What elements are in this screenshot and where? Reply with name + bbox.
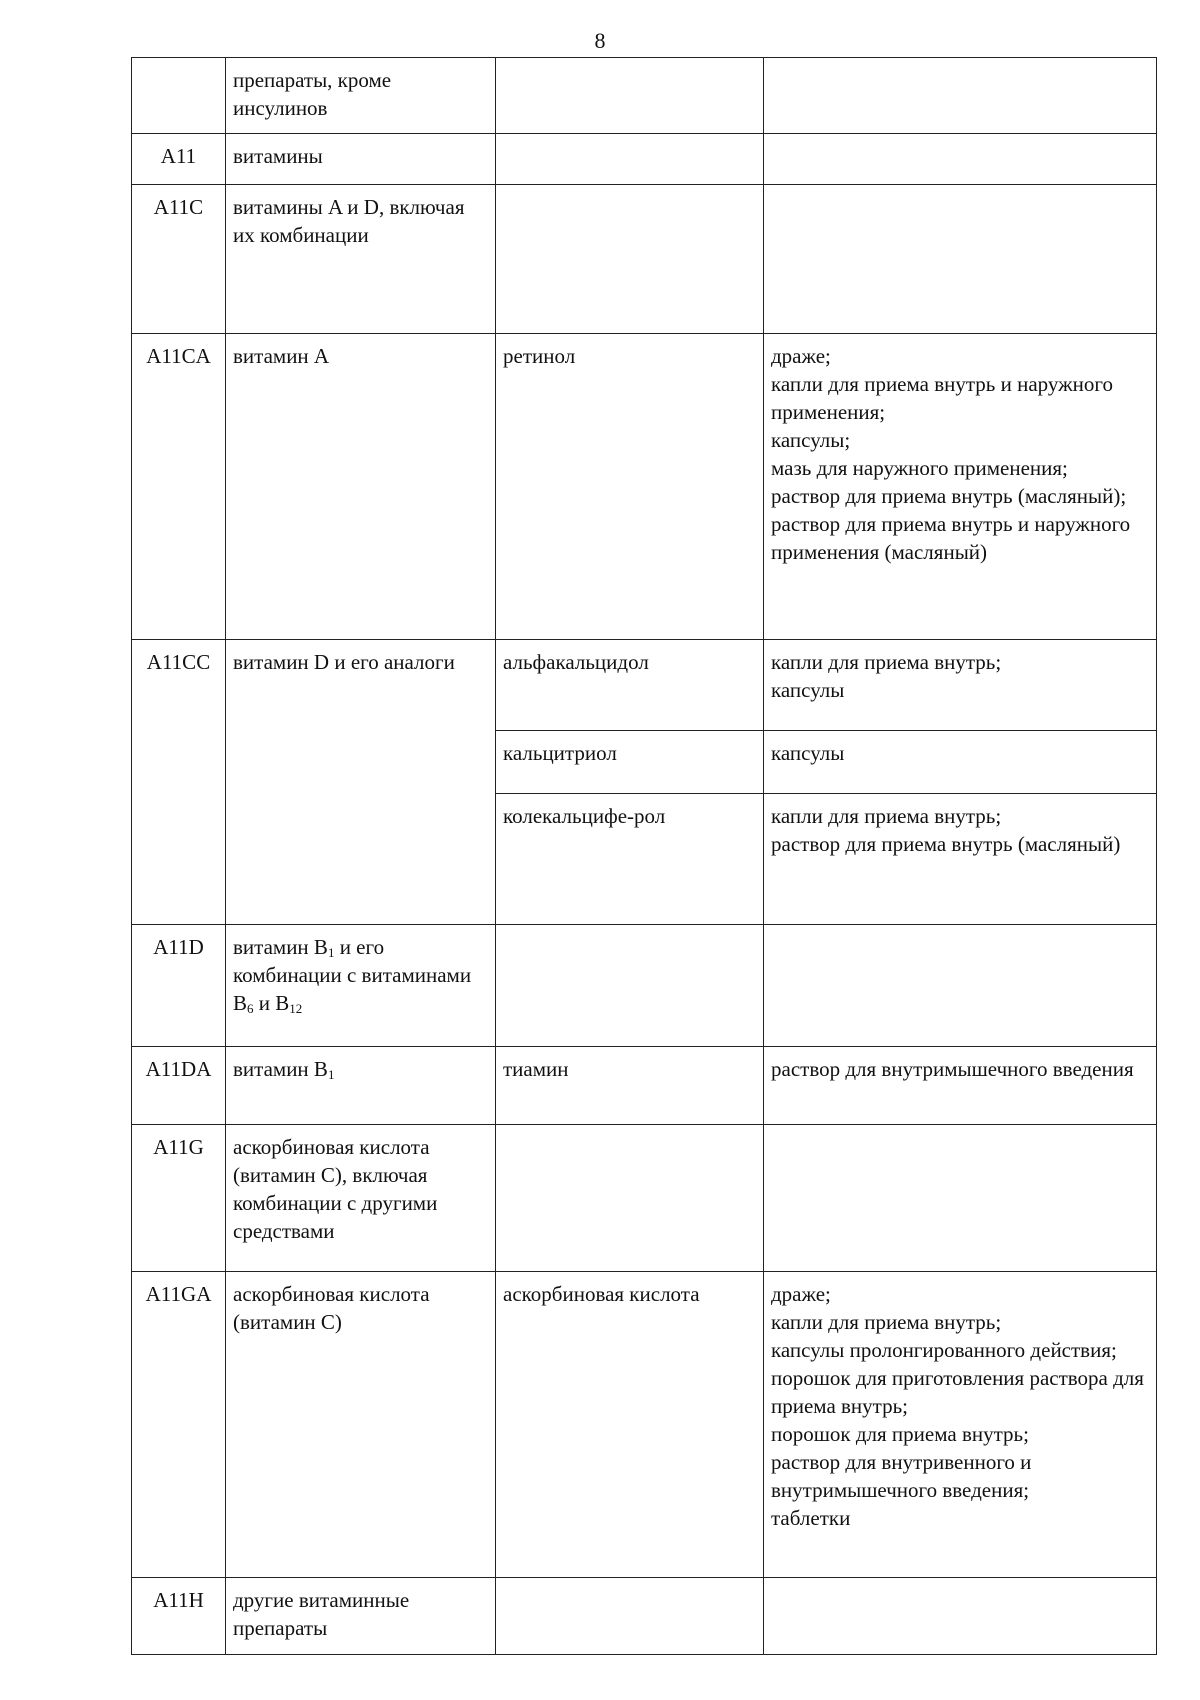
drug-name-cell: тиамин: [496, 1047, 764, 1125]
group-text: витамин B: [233, 1057, 328, 1081]
atc-code-cell: A11G: [132, 1125, 226, 1272]
dosage-form: капли для приема внутрь;: [771, 650, 1002, 674]
dosage-form: порошок для приготовления раствора для приема внутрь;: [771, 1366, 1144, 1418]
dosage-form: капсулы пролонгированного действия;: [771, 1338, 1117, 1362]
atc-code-cell: A11: [132, 134, 226, 185]
atc-code-cell: A11H: [132, 1578, 226, 1655]
group-name-cell: другие витаминные препараты: [226, 1578, 496, 1655]
dosage-forms-cell: [764, 925, 1157, 1047]
dosage-form: таблетки: [771, 1506, 851, 1530]
dosage-form: раствор для внутривенного и внутримышечного введения;: [771, 1450, 1032, 1502]
dosage-form: порошок для приема внутрь;: [771, 1422, 1029, 1446]
group-text: и B: [253, 991, 290, 1015]
dosage-forms-list: [771, 342, 1149, 566]
dosage-forms-list: [771, 802, 1149, 858]
dosage-form: раствор для внутримышечного введения: [771, 1057, 1134, 1081]
dosage-forms-cell: [764, 1125, 1157, 1272]
dosage-forms-cell: [764, 134, 1157, 185]
drug-name-cell: аскорбиновая кислота: [496, 1272, 764, 1578]
table-row: [132, 925, 1157, 1047]
table-row: [132, 185, 1157, 334]
dosage-forms-list: [771, 1055, 1149, 1083]
group-name-cell: витамин A: [226, 334, 496, 640]
group-text: и его комбинации с витаминами B: [233, 935, 472, 1015]
group-text: витамин B: [233, 935, 328, 959]
group-name-cell: аскорбиновая кислота (витамин C): [226, 1272, 496, 1578]
group-name-cell: витамины A и D, включая их комбинации: [226, 185, 496, 334]
atc-code-cell: A11GA: [132, 1272, 226, 1578]
subscript: 1: [327, 945, 335, 960]
dosage-forms-cell: [764, 58, 1157, 134]
dosage-forms-cell: [764, 1272, 1157, 1578]
subscript: 1: [327, 1067, 335, 1082]
dosage-forms-list: [771, 739, 1149, 767]
dosage-forms-cell: [764, 185, 1157, 334]
dosage-form: раствор для приема внутрь (масляный): [771, 832, 1121, 856]
atc-code-cell: [132, 58, 226, 134]
table-row: [132, 1578, 1157, 1655]
drug-classification-table: [131, 57, 1157, 1655]
subscript: 6: [247, 1001, 254, 1016]
group-name-cell: [226, 925, 496, 1047]
group-name-cell: аскорбиновая кислота (витамин C), включая комбинации с другими средствами: [226, 1125, 496, 1272]
group-name-cell: витамин D и его аналоги: [226, 640, 496, 925]
dosage-forms-list: [771, 648, 1149, 704]
dosage-forms-cell: [764, 334, 1157, 640]
dosage-forms-cell: [764, 731, 1157, 794]
drug-name-cell: [496, 185, 764, 334]
table-row: [132, 58, 1157, 134]
group-name-cell: препараты, кроме инсулинов: [226, 58, 496, 134]
table-row: [132, 134, 1157, 185]
atc-code-cell: A11D: [132, 925, 226, 1047]
page-number: 8: [594, 28, 606, 53]
dosage-form: капсулы: [771, 741, 845, 765]
dosage-form: драже;: [771, 1282, 831, 1306]
drug-name-cell: [496, 58, 764, 134]
table-row: [132, 334, 1157, 640]
drug-name-cell: альфакальцидол: [496, 640, 764, 731]
dosage-forms-list: [771, 1280, 1149, 1532]
dosage-forms-cell: [764, 1578, 1157, 1655]
table-row: [132, 1125, 1157, 1272]
dosage-form: мазь для наружного применения;: [771, 456, 1068, 480]
dosage-forms-cell: [764, 794, 1157, 925]
dosage-form: капли для приема внутрь и наружного применения;: [771, 372, 1113, 424]
drug-name-cell: [496, 1578, 764, 1655]
dosage-form: раствор для приема внутрь и наружного применения (масляный): [771, 512, 1131, 564]
subscript: 12: [289, 1001, 303, 1016]
drug-name-cell: ретинол: [496, 334, 764, 640]
drug-name-cell: [496, 1125, 764, 1272]
drug-name-cell: колекальцифе-рол: [496, 794, 764, 925]
drug-name-cell: [496, 134, 764, 185]
dosage-form: капсулы: [771, 678, 845, 702]
dosage-forms-cell: [764, 1047, 1157, 1125]
atc-code-cell: A11CC: [132, 640, 226, 925]
dosage-form: капли для приема внутрь;: [771, 804, 1002, 828]
drug-name-cell: кальцитриол: [496, 731, 764, 794]
dosage-form: раствор для приема внутрь (масляный);: [771, 484, 1127, 508]
dosage-form: драже;: [771, 344, 831, 368]
dosage-forms-cell: [764, 640, 1157, 731]
atc-code-cell: A11C: [132, 185, 226, 334]
table-row: [132, 1047, 1157, 1125]
drug-name-cell: [496, 925, 764, 1047]
group-name-cell: [226, 1047, 496, 1125]
dosage-form: капсулы;: [771, 428, 851, 452]
table-row: [132, 1272, 1157, 1578]
dosage-form: капли для приема внутрь;: [771, 1310, 1002, 1334]
group-name-cell: витамины: [226, 134, 496, 185]
atc-code-cell: A11CA: [132, 334, 226, 640]
table-row: [132, 640, 1157, 731]
atc-code-cell: A11DA: [132, 1047, 226, 1125]
